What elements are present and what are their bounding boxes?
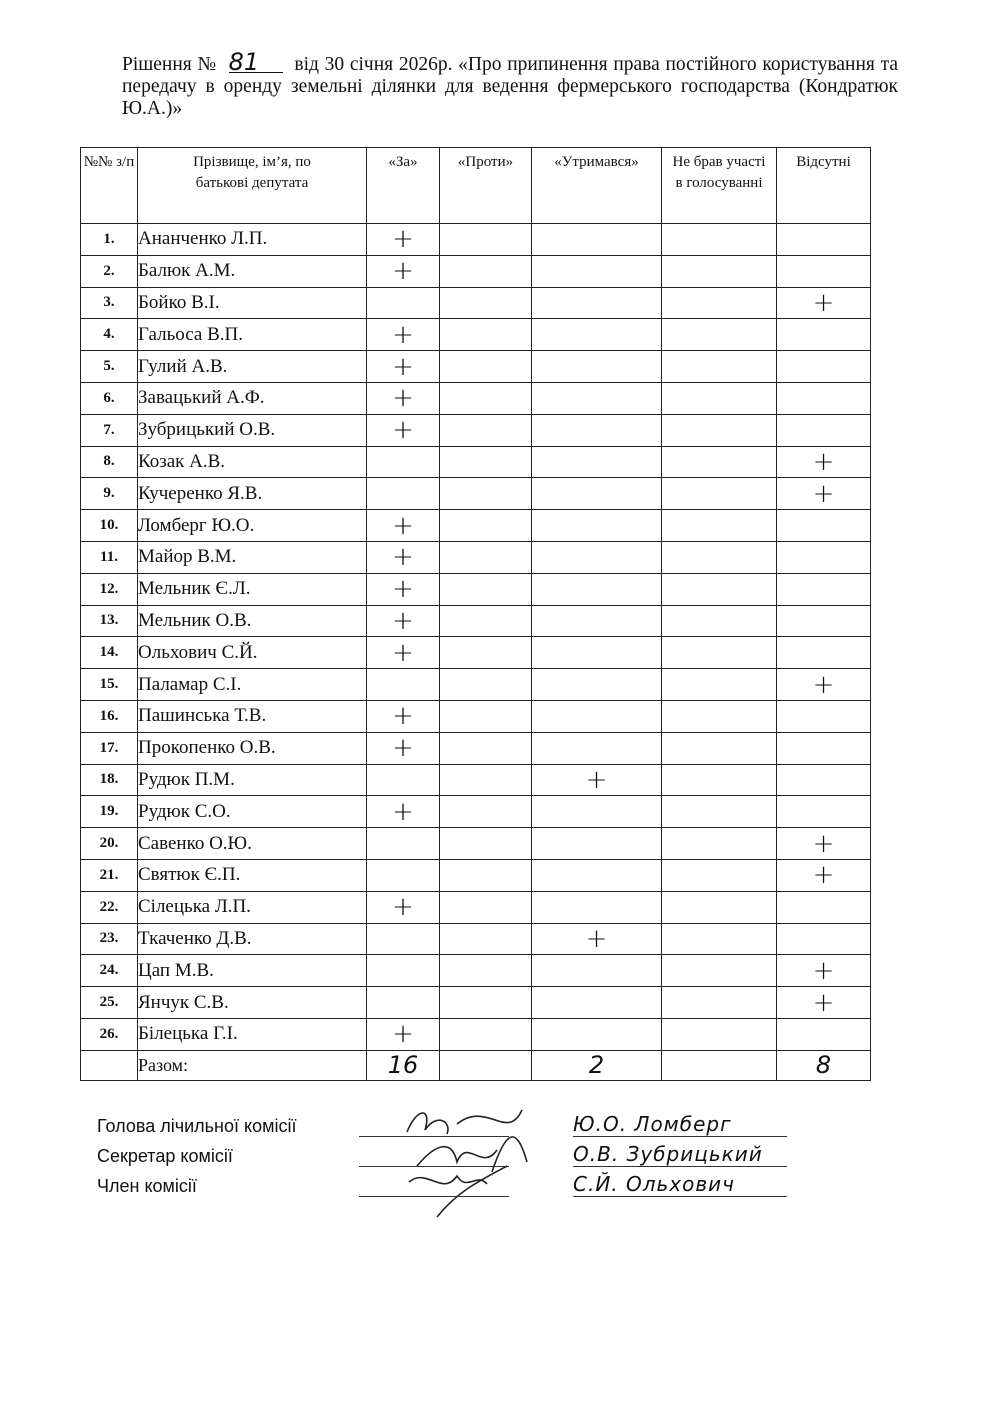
row-number: 21. <box>81 859 138 891</box>
deputy-name: Гальоса В.П. <box>138 319 367 351</box>
vote-cell-utrymavsia <box>532 287 662 319</box>
vote-cell-utrymavsia <box>532 732 662 764</box>
table-row <box>81 891 871 923</box>
vote-cell-za <box>367 446 440 478</box>
row-number: 7. <box>81 414 138 446</box>
vote-cell-proty <box>440 1018 532 1050</box>
vote-cell-utrymavsia <box>532 510 662 542</box>
row-number: 17. <box>81 732 138 764</box>
deputy-name: Ткаченко Д.В. <box>138 923 367 955</box>
row-number: 20. <box>81 828 138 860</box>
vote-cell-utrymavsia <box>532 478 662 510</box>
row-number: 25. <box>81 987 138 1019</box>
vote-cell-za <box>367 859 440 891</box>
deputy-name: Пашинська Т.В. <box>138 700 367 732</box>
vote-cell-vidsutni <box>777 637 871 669</box>
vote-cell-utrymavsia <box>532 224 662 256</box>
vote-cell-vidsutni <box>777 319 871 351</box>
vote-cell-utrymavsia <box>532 605 662 637</box>
vote-cell-vidsutni <box>777 351 871 383</box>
deputy-name: Паламар С.І. <box>138 669 367 701</box>
vote-cell-ne-brav <box>662 414 777 446</box>
header-ne-brav: Не брав участі в голосуванні <box>662 148 777 224</box>
vote-mark-vidsutni: + <box>777 446 871 478</box>
deputy-name: Бойко В.І. <box>138 287 367 319</box>
deputy-name: Ольхович С.Й. <box>138 637 367 669</box>
vote-cell-ne-brav <box>662 446 777 478</box>
vote-cell-proty <box>440 478 532 510</box>
vote-cell-vidsutni <box>777 382 871 414</box>
header-vidsutni: Відсутні <box>777 148 871 224</box>
row-number: 18. <box>81 764 138 796</box>
vote-cell-utrymavsia <box>532 637 662 669</box>
total-label: Разом: <box>138 1050 367 1080</box>
table-row <box>81 637 871 669</box>
vote-cell-ne-brav <box>662 987 777 1019</box>
row-number: 26. <box>81 1018 138 1050</box>
vote-cell-vidsutni <box>777 764 871 796</box>
document-header <box>122 48 899 120</box>
deputy-name: Мельник О.В. <box>138 605 367 637</box>
vote-mark-vidsutni: + <box>777 987 871 1019</box>
vote-cell-vidsutni <box>777 541 871 573</box>
deputy-name: Майор В.М. <box>138 541 367 573</box>
vote-cell-utrymavsia <box>532 414 662 446</box>
vote-cell-ne-brav <box>662 605 777 637</box>
vote-cell-utrymavsia <box>532 669 662 701</box>
vote-mark-utrymavsia: + <box>532 764 662 796</box>
table-row <box>81 700 871 732</box>
table-row <box>81 414 871 446</box>
decision-prefix: Рішення № <box>122 54 217 75</box>
vote-cell-proty <box>440 446 532 478</box>
vote-cell-utrymavsia <box>532 446 662 478</box>
vote-cell-proty <box>440 796 532 828</box>
vote-cell-utrymavsia <box>532 796 662 828</box>
row-number: 1. <box>81 224 138 256</box>
row-number: 13. <box>81 605 138 637</box>
vote-cell-za <box>367 287 440 319</box>
table-header-row <box>81 148 871 224</box>
deputy-name: Цап М.В. <box>138 955 367 987</box>
row-number: 12. <box>81 573 138 605</box>
vote-cell-utrymavsia <box>532 573 662 605</box>
vote-cell-proty <box>440 700 532 732</box>
vote-cell-ne-brav <box>662 732 777 764</box>
vote-cell-proty <box>440 732 532 764</box>
vote-cell-za <box>367 828 440 860</box>
vote-cell-utrymavsia <box>532 382 662 414</box>
vote-rows <box>81 224 871 1051</box>
table-row <box>81 923 871 955</box>
total-za: 16 <box>367 1050 440 1080</box>
vote-cell-vidsutni <box>777 891 871 923</box>
vote-mark-vidsutni: + <box>777 859 871 891</box>
vote-cell-ne-brav <box>662 319 777 351</box>
table-row <box>81 319 871 351</box>
deputy-name: Рудюк П.М. <box>138 764 367 796</box>
deputy-name: Сілецька Л.П. <box>138 891 367 923</box>
vote-cell-vidsutni <box>777 414 871 446</box>
total-row <box>81 1050 871 1080</box>
total-num <box>81 1050 138 1080</box>
vote-cell-ne-brav <box>662 351 777 383</box>
vote-cell-vidsutni <box>777 255 871 287</box>
table-row <box>81 287 871 319</box>
table-row <box>81 351 871 383</box>
row-number: 23. <box>81 923 138 955</box>
total-proty <box>440 1050 532 1080</box>
decision-number: 81 <box>229 52 283 73</box>
deputy-name: Савенко О.Ю. <box>138 828 367 860</box>
table-row <box>81 955 871 987</box>
vote-cell-proty <box>440 828 532 860</box>
deputy-name: Прокопенко О.В. <box>138 732 367 764</box>
vote-cell-vidsutni <box>777 605 871 637</box>
signature-role: Секретар комісії <box>97 1146 233 1166</box>
signature-block <box>97 1112 877 1206</box>
vote-cell-za <box>367 955 440 987</box>
vote-cell-proty <box>440 987 532 1019</box>
row-number: 24. <box>81 955 138 987</box>
vote-cell-proty <box>440 859 532 891</box>
table-row <box>81 987 871 1019</box>
vote-mark-vidsutni: + <box>777 669 871 701</box>
table-row <box>81 828 871 860</box>
table-row <box>81 1018 871 1050</box>
vote-cell-vidsutni <box>777 700 871 732</box>
vote-cell-proty <box>440 955 532 987</box>
vote-cell-proty <box>440 891 532 923</box>
vote-cell-proty <box>440 382 532 414</box>
header-name: Прізвище, ім’я, по батькові депутата <box>138 148 367 224</box>
vote-cell-za <box>367 923 440 955</box>
deputy-name: Зубрицький О.В. <box>138 414 367 446</box>
vote-table <box>80 147 871 1081</box>
vote-mark-za: + <box>367 255 440 287</box>
vote-cell-proty <box>440 637 532 669</box>
vote-cell-ne-brav <box>662 700 777 732</box>
row-number: 3. <box>81 287 138 319</box>
signature-name: О.В. Зубрицький <box>573 1142 787 1167</box>
vote-cell-ne-brav <box>662 1018 777 1050</box>
vote-mark-za: + <box>367 351 440 383</box>
vote-cell-vidsutni <box>777 1018 871 1050</box>
deputy-name: Ломберг Ю.О. <box>138 510 367 542</box>
vote-cell-ne-brav <box>662 859 777 891</box>
decision-date: від 30 січня 2026р. <box>294 54 453 75</box>
table-row <box>81 224 871 256</box>
vote-cell-vidsutni <box>777 732 871 764</box>
vote-mark-vidsutni: + <box>777 828 871 860</box>
table-row <box>81 255 871 287</box>
vote-mark-za: + <box>367 732 440 764</box>
row-number: 4. <box>81 319 138 351</box>
vote-mark-za: + <box>367 510 440 542</box>
vote-cell-ne-brav <box>662 828 777 860</box>
row-number: 8. <box>81 446 138 478</box>
vote-mark-za: + <box>367 605 440 637</box>
vote-cell-proty <box>440 605 532 637</box>
vote-cell-ne-brav <box>662 510 777 542</box>
vote-mark-za: + <box>367 319 440 351</box>
table-row <box>81 446 871 478</box>
vote-mark-vidsutni: + <box>777 955 871 987</box>
table-row <box>81 382 871 414</box>
row-number: 19. <box>81 796 138 828</box>
vote-cell-ne-brav <box>662 478 777 510</box>
vote-cell-vidsutni <box>777 923 871 955</box>
table-row <box>81 764 871 796</box>
signature-row <box>97 1172 877 1206</box>
header-za: «За» <box>367 148 440 224</box>
deputy-name: Кучеренко Я.В. <box>138 478 367 510</box>
vote-cell-proty <box>440 541 532 573</box>
vote-cell-za <box>367 987 440 1019</box>
header-utrymavsia: «Утримався» <box>532 148 662 224</box>
vote-cell-ne-brav <box>662 669 777 701</box>
row-number: 11. <box>81 541 138 573</box>
vote-cell-utrymavsia <box>532 319 662 351</box>
vote-cell-za <box>367 669 440 701</box>
vote-mark-za: + <box>367 1018 440 1050</box>
vote-cell-utrymavsia <box>532 541 662 573</box>
vote-cell-za <box>367 764 440 796</box>
vote-cell-utrymavsia <box>532 987 662 1019</box>
vote-cell-ne-brav <box>662 923 777 955</box>
vote-cell-ne-brav <box>662 764 777 796</box>
signature-role: Член комісії <box>97 1176 197 1196</box>
vote-cell-vidsutni <box>777 796 871 828</box>
vote-cell-proty <box>440 510 532 542</box>
deputy-name: Гулий А.В. <box>138 351 367 383</box>
vote-mark-za: + <box>367 700 440 732</box>
vote-cell-ne-brav <box>662 382 777 414</box>
signature-name: С.Й. Ольхович <box>573 1172 787 1197</box>
vote-cell-utrymavsia <box>532 955 662 987</box>
vote-cell-utrymavsia <box>532 700 662 732</box>
signature-name: Ю.О. Ломберг <box>573 1112 787 1137</box>
deputy-name: Білецька Г.І. <box>138 1018 367 1050</box>
table-row <box>81 573 871 605</box>
deputy-name: Козак А.В. <box>138 446 367 478</box>
vote-cell-ne-brav <box>662 287 777 319</box>
vote-mark-za: + <box>367 382 440 414</box>
vote-cell-proty <box>440 414 532 446</box>
row-number: 10. <box>81 510 138 542</box>
table-row <box>81 796 871 828</box>
deputy-name: Завацький А.Ф. <box>138 382 367 414</box>
vote-cell-proty <box>440 351 532 383</box>
vote-cell-utrymavsia <box>532 1018 662 1050</box>
vote-cell-vidsutni <box>777 224 871 256</box>
row-number: 6. <box>81 382 138 414</box>
deputy-name: Ананченко Л.П. <box>138 224 367 256</box>
vote-cell-utrymavsia <box>532 351 662 383</box>
deputy-name: Мельник Є.Л. <box>138 573 367 605</box>
vote-cell-ne-brav <box>662 541 777 573</box>
vote-cell-proty <box>440 319 532 351</box>
signature-role: Голова лічильної комісії <box>97 1116 297 1136</box>
vote-cell-ne-brav <box>662 573 777 605</box>
vote-mark-za: + <box>367 224 440 256</box>
vote-cell-proty <box>440 255 532 287</box>
signature-scribble-icon <box>397 1162 537 1222</box>
row-number: 15. <box>81 669 138 701</box>
vote-cell-ne-brav <box>662 891 777 923</box>
vote-cell-utrymavsia <box>532 828 662 860</box>
vote-mark-vidsutni: + <box>777 287 871 319</box>
vote-mark-za: + <box>367 573 440 605</box>
vote-mark-za: + <box>367 796 440 828</box>
header-proty: «Проти» <box>440 148 532 224</box>
deputy-name: Балюк А.М. <box>138 255 367 287</box>
vote-cell-ne-brav <box>662 796 777 828</box>
row-number: 9. <box>81 478 138 510</box>
deputy-name: Янчук С.В. <box>138 987 367 1019</box>
row-number: 14. <box>81 637 138 669</box>
total-ne-brav <box>662 1050 777 1080</box>
header-num: №№ з/п <box>81 148 138 224</box>
vote-cell-utrymavsia <box>532 255 662 287</box>
vote-cell-za <box>367 478 440 510</box>
vote-cell-utrymavsia <box>532 891 662 923</box>
vote-mark-za: + <box>367 541 440 573</box>
vote-cell-proty <box>440 669 532 701</box>
vote-mark-utrymavsia: + <box>532 923 662 955</box>
vote-cell-vidsutni <box>777 573 871 605</box>
decision-title: «Про припинення права постійного користування та передачу в оренду земельні ділянки для ведення фермерського господарства (Кондратюк Ю.А.)» <box>122 54 899 119</box>
deputy-name: Святюк Є.П. <box>138 859 367 891</box>
row-number: 2. <box>81 255 138 287</box>
total-utrymavsia: 2 <box>532 1050 662 1080</box>
table-row <box>81 732 871 764</box>
vote-cell-ne-brav <box>662 955 777 987</box>
vote-cell-ne-brav <box>662 224 777 256</box>
vote-mark-za: + <box>367 891 440 923</box>
vote-cell-vidsutni <box>777 510 871 542</box>
table-row <box>81 605 871 637</box>
vote-cell-ne-brav <box>662 637 777 669</box>
vote-cell-proty <box>440 287 532 319</box>
table-row <box>81 859 871 891</box>
vote-mark-vidsutni: + <box>777 478 871 510</box>
vote-cell-ne-brav <box>662 255 777 287</box>
vote-cell-proty <box>440 923 532 955</box>
total-vidsutni: 8 <box>777 1050 871 1080</box>
row-number: 16. <box>81 700 138 732</box>
deputy-name: Рудюк С.О. <box>138 796 367 828</box>
row-number: 22. <box>81 891 138 923</box>
table-row <box>81 478 871 510</box>
vote-cell-proty <box>440 224 532 256</box>
row-number: 5. <box>81 351 138 383</box>
table-row <box>81 669 871 701</box>
vote-cell-utrymavsia <box>532 859 662 891</box>
vote-cell-proty <box>440 764 532 796</box>
vote-mark-za: + <box>367 414 440 446</box>
vote-mark-za: + <box>367 637 440 669</box>
table-row <box>81 541 871 573</box>
vote-cell-proty <box>440 573 532 605</box>
table-row <box>81 510 871 542</box>
